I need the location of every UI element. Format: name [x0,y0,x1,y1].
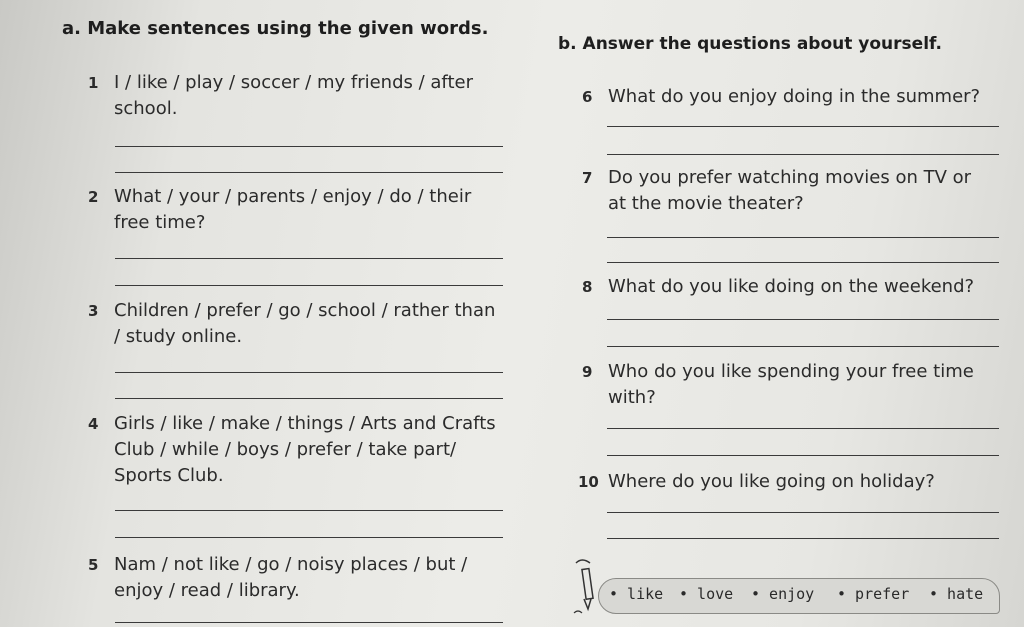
answer-line[interactable] [115,258,503,259]
exercise-item-3 [88,298,504,350]
item-number: 4 [88,415,99,433]
item-prompt: What do you enjoy doing in the summer? [608,86,981,107]
item-prompt: I / like / play / soccer / my friends / after school. [114,72,473,119]
answer-line[interactable] [607,512,999,513]
answer-line[interactable] [607,428,999,429]
answer-line[interactable] [115,285,503,286]
answer-line[interactable] [115,510,503,511]
answer-line[interactable] [607,346,999,347]
item-prompt: Who do you like spending your free time with? [608,361,974,408]
item-prompt: Do you prefer watching movies on TV or at the movie theater? [608,167,972,214]
item-number: 1 [88,74,99,92]
item-number: 2 [88,188,99,206]
answer-line[interactable] [115,537,503,538]
answer-line[interactable] [115,372,503,373]
answer-line[interactable] [115,398,503,399]
item-number: 5 [88,556,99,574]
word-bank-item: • enjoy [751,585,815,603]
exercise-item-1 [88,70,504,122]
answer-line[interactable] [607,154,999,155]
item-prompt: Children / prefer / go / school / rather than / study online. [114,300,496,347]
answer-line[interactable] [607,237,999,238]
question-item-9 [582,359,988,411]
question-item-6 [582,84,988,110]
word-bank-item: • prefer [837,585,910,603]
word-bank-item: • like [609,585,664,603]
exercise-item-4 [88,411,504,489]
answer-line[interactable] [115,622,503,623]
answer-line[interactable] [115,146,503,147]
question-item-7 [582,165,988,217]
exercise-item-2 [88,184,504,236]
exercise-item-5 [88,552,504,604]
item-number: 8 [582,278,593,296]
item-prompt: Girls / like / make / things / Arts and Crafts Club / while / boys / prefer / take part/ Sports Club. [114,413,496,486]
item-prompt: What / your / parents / enjoy / do / their free time? [114,186,472,233]
item-number: 6 [582,88,593,106]
word-bank-item: • hate [929,585,984,603]
item-number: 7 [582,169,593,187]
question-item-10 [578,469,988,495]
answer-line[interactable] [115,172,503,173]
answer-line[interactable] [607,455,999,456]
answer-line[interactable] [607,126,999,127]
item-number: 10 [578,473,599,491]
part-b-heading: b. Answer the questions about yourself. [558,34,942,54]
answer-line[interactable] [607,262,999,263]
item-number: 9 [582,363,593,381]
item-prompt: What do you like doing on the weekend? [608,276,975,297]
answer-line[interactable] [607,319,999,320]
part-a-heading: a. Make sentences using the given words. [62,18,489,39]
question-item-8 [582,274,988,300]
pencil-icon [570,557,600,617]
word-bank [598,578,1000,614]
item-prompt: Nam / not like / go / noisy places / but / enjoy / read / library. [114,554,468,601]
word-bank-item: • love [679,585,734,603]
answer-line[interactable] [607,538,999,539]
item-number: 3 [88,302,99,320]
item-prompt: Where do you like going on holiday? [608,471,935,492]
